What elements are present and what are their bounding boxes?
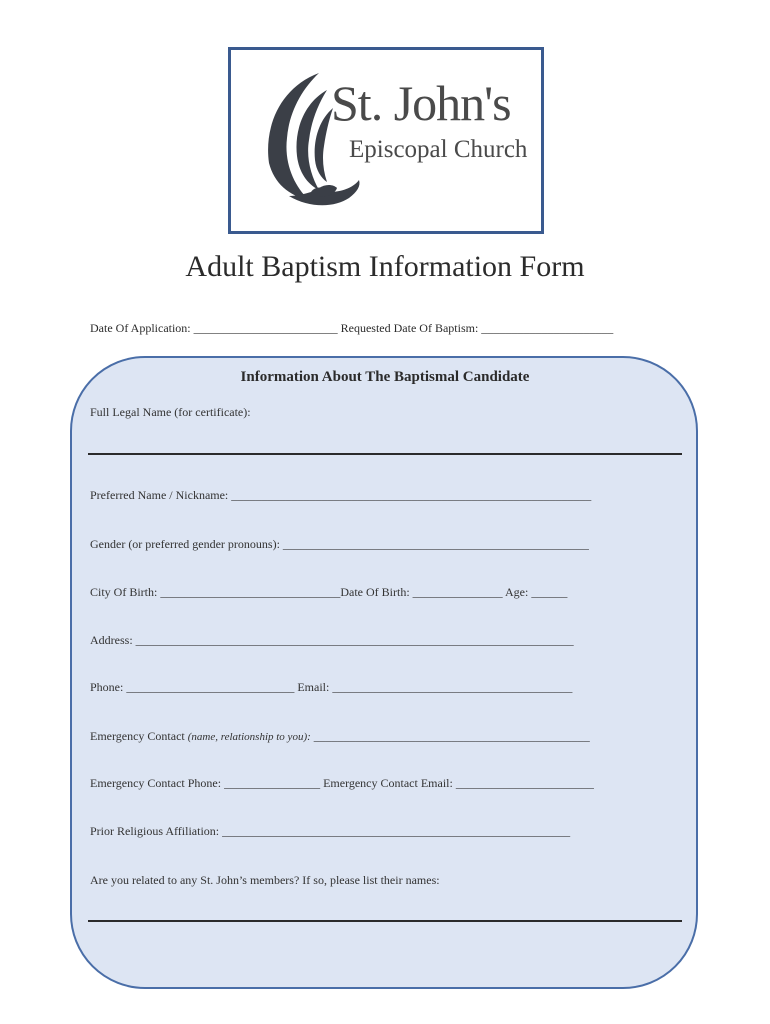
related-members-label: Are you related to any St. John’s members? If so, please list their names: [90,873,440,887]
emergency-contact-field[interactable] [90,729,590,744]
panel-heading: Information About The Baptismal Candidate [240,369,530,385]
church-logo [228,47,544,234]
candidate-info-panel [70,356,698,989]
church-subtitle: Episcopal Church [349,136,528,163]
birth-info-field[interactable]: City Of Birth: ______________________________Date Of Birth: _______________ Age: ______ [90,585,568,599]
phone-email-field[interactable]: Phone: ____________________________ Email: ________________________________________ [90,680,573,694]
prior-affiliation-field[interactable]: Prior Religious Affiliation: __________________________________________________________ [90,824,571,838]
address-field[interactable]: Address: _________________________________________________________________________ [90,633,574,647]
church-name: St. John's [331,75,511,131]
emergency-phone-email-field[interactable]: Emergency Contact Phone: ________________ Emergency Contact Email: _______________________ [90,776,594,790]
emergency-contact-hint: (name, relationship to you): [187,731,311,743]
form-title: Adult Baptism Information Form [185,250,585,283]
legal-name-label: Full Legal Name (for certificate): [90,405,251,419]
emergency-contact-line: ______________________________________________ [310,729,590,743]
gender-field[interactable]: Gender (or preferred gender pronouns): ___________________________________________________ [90,537,589,551]
emergency-contact-label: Emergency Contact [90,729,188,743]
related-members-line[interactable] [88,920,682,922]
application-dates-field[interactable]: Date Of Application: ________________________ Requested Date Of Baptism: ______________________ [90,321,614,335]
preferred-name-field[interactable]: Preferred Name / Nickname: ____________________________________________________________ [90,488,592,502]
legal-name-line[interactable] [88,453,682,455]
